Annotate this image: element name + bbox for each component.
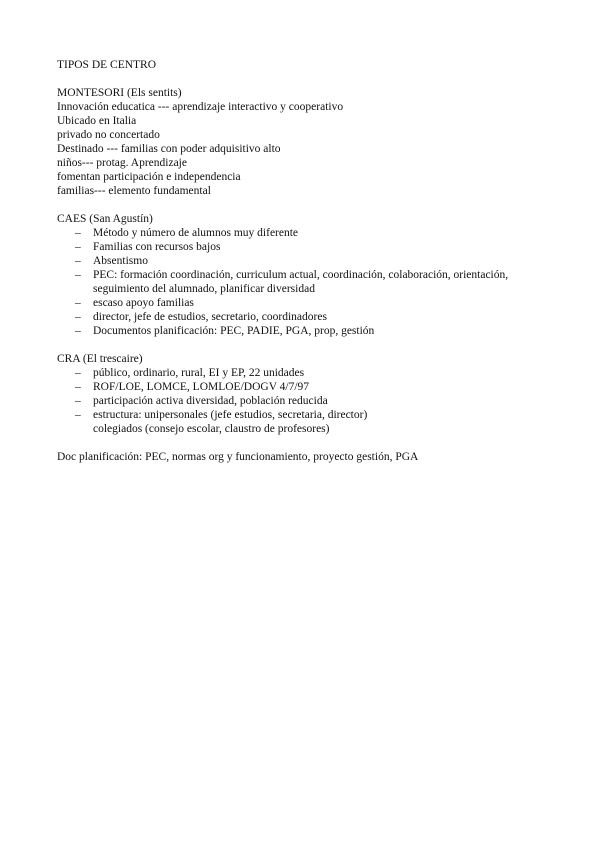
text-line: niños--- protag. Aprendizaje [57,157,187,169]
list-item [57,268,547,296]
dash-bullet: – [75,367,81,379]
list-item-text: estructura: unipersonales (jefe estudios, secretaria, director) [93,409,368,421]
list-item [57,380,547,394]
dash-bullet: – [75,255,81,267]
list-item [57,366,547,380]
list-item [57,394,547,408]
list-item [57,254,547,268]
list-item-text: Método y número de alumnos muy diferente [93,227,299,239]
section-cra [57,352,547,436]
section-heading-caes: CAES (San Agustín) [57,213,153,225]
list-item-continuation: colegiados (consejo escolar, claustro de profesores) [93,423,330,435]
footer-line: Doc planificación: PEC, normas org y funcionamiento, proyecto gestión, PGA [57,451,419,463]
section-heading-cra: CRA (El trescaire) [57,353,143,365]
text-line: familias--- elemento fundamental [57,185,211,197]
dash-bullet: – [75,241,81,253]
list-item [57,408,547,422]
dash-bullet: – [75,409,81,421]
list-item-text: público, ordinario, rural, EI y EP, 22 unidades [93,367,305,379]
list-item [57,310,547,324]
list-item [57,296,547,310]
list-item-text: Documentos planificación: PEC, PADIE, PGA, prop, gestión [93,325,375,337]
text-line: privado no concertado [57,129,160,141]
section-montesori [57,86,547,198]
text-line: Ubicado en Italia [57,115,137,127]
section-heading-montesori: MONTESORI (Els sentits) [57,87,182,99]
bullet-list-caes [57,226,547,338]
list-item-text: director, jefe de estudios, secretario, coordinadores [93,311,327,323]
text-line: fomentan participación e independencia [57,171,241,183]
list-item-text: Absentismo [93,255,148,267]
text-line: Destinado --- familias con poder adquisitivo alto [57,143,281,155]
dash-bullet: – [75,311,81,323]
document-title: TIPOS DE CENTRO [57,59,157,71]
list-item [57,226,547,240]
list-item-text: PEC: formación coordinación, curriculum actual, coordinación, colaboración, orientación, seguimiento del alumnado, planificar diversidad [93,269,509,295]
list-item [57,240,547,254]
dash-bullet: – [75,269,81,281]
section-caes [57,212,547,338]
dash-bullet: – [75,325,81,337]
text-line: Innovación educatica --- aprendizaje interactivo y cooperativo [57,101,344,113]
list-item-text: ROF/LOE, LOMCE, LOMLOE/DOGV 4/7/97 [93,381,310,393]
dash-bullet: – [75,381,81,393]
list-item-text: Familias con recursos bajos [93,241,221,253]
list-item-text: escaso apoyo familias [93,297,194,309]
dash-bullet: – [75,395,81,407]
document-page [57,58,547,464]
list-item-text: participación activa diversidad, población reducida [93,395,328,407]
bullet-list-cra [57,366,547,422]
list-item [57,324,547,338]
dash-bullet: – [75,227,81,239]
dash-bullet: – [75,297,81,309]
